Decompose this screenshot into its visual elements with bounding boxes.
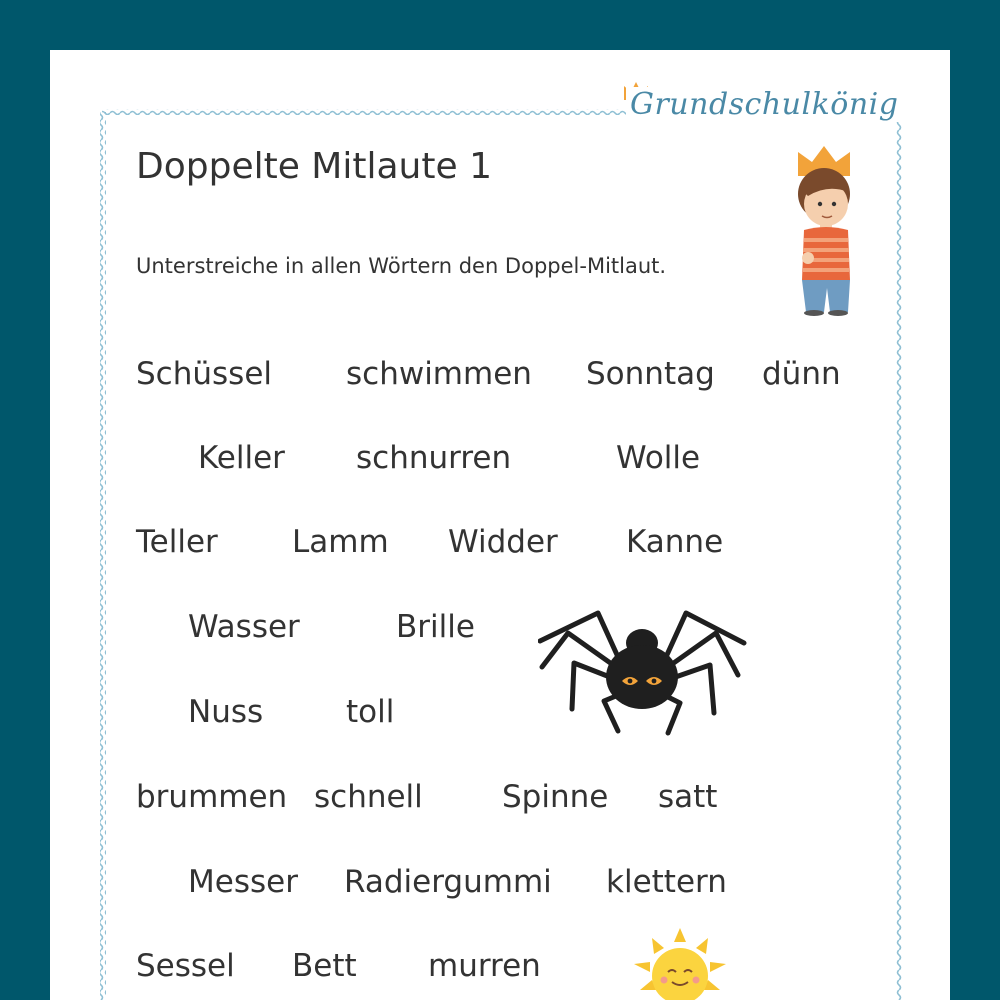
word[interactable]: schwimmen xyxy=(346,356,532,392)
word[interactable]: Radiergummi xyxy=(344,864,552,900)
word[interactable]: Wasser xyxy=(188,609,300,645)
word[interactable]: murren xyxy=(428,948,541,984)
word[interactable]: Sessel xyxy=(136,948,235,984)
sun-illustration xyxy=(630,928,730,1000)
word[interactable]: schnell xyxy=(314,779,423,815)
word[interactable]: Keller xyxy=(198,440,285,476)
word[interactable]: Lamm xyxy=(292,524,389,560)
word[interactable]: dünn xyxy=(762,356,841,392)
spider-illustration xyxy=(538,605,748,740)
word[interactable]: toll xyxy=(346,694,395,730)
word[interactable]: Widder xyxy=(448,524,558,560)
word[interactable]: Messer xyxy=(188,864,298,900)
word[interactable]: Brille xyxy=(396,609,475,645)
worksheet-title: Doppelte Mitlaute 1 xyxy=(136,146,492,187)
word[interactable]: Kanne xyxy=(626,524,724,560)
word[interactable]: Schüssel xyxy=(136,356,273,392)
word[interactable]: Spinne xyxy=(502,779,609,815)
word[interactable]: Sonntag xyxy=(586,356,715,392)
word[interactable]: Teller xyxy=(136,524,218,560)
word[interactable]: Bett xyxy=(292,948,357,984)
word[interactable]: Nuss xyxy=(188,694,264,730)
word[interactable]: Wolle xyxy=(616,440,701,476)
brand-logo: Grundschulkönig xyxy=(626,87,902,122)
word[interactable]: schnurren xyxy=(356,440,512,476)
worksheet-page xyxy=(50,50,950,1000)
word[interactable]: satt xyxy=(658,779,718,815)
worksheet-instruction: Unterstreiche in allen Wörtern den Doppel-Mitlaut. xyxy=(136,254,667,278)
boy-with-crown-illustration xyxy=(784,146,874,316)
word[interactable]: brummen xyxy=(136,779,288,815)
word[interactable]: klettern xyxy=(606,864,727,900)
